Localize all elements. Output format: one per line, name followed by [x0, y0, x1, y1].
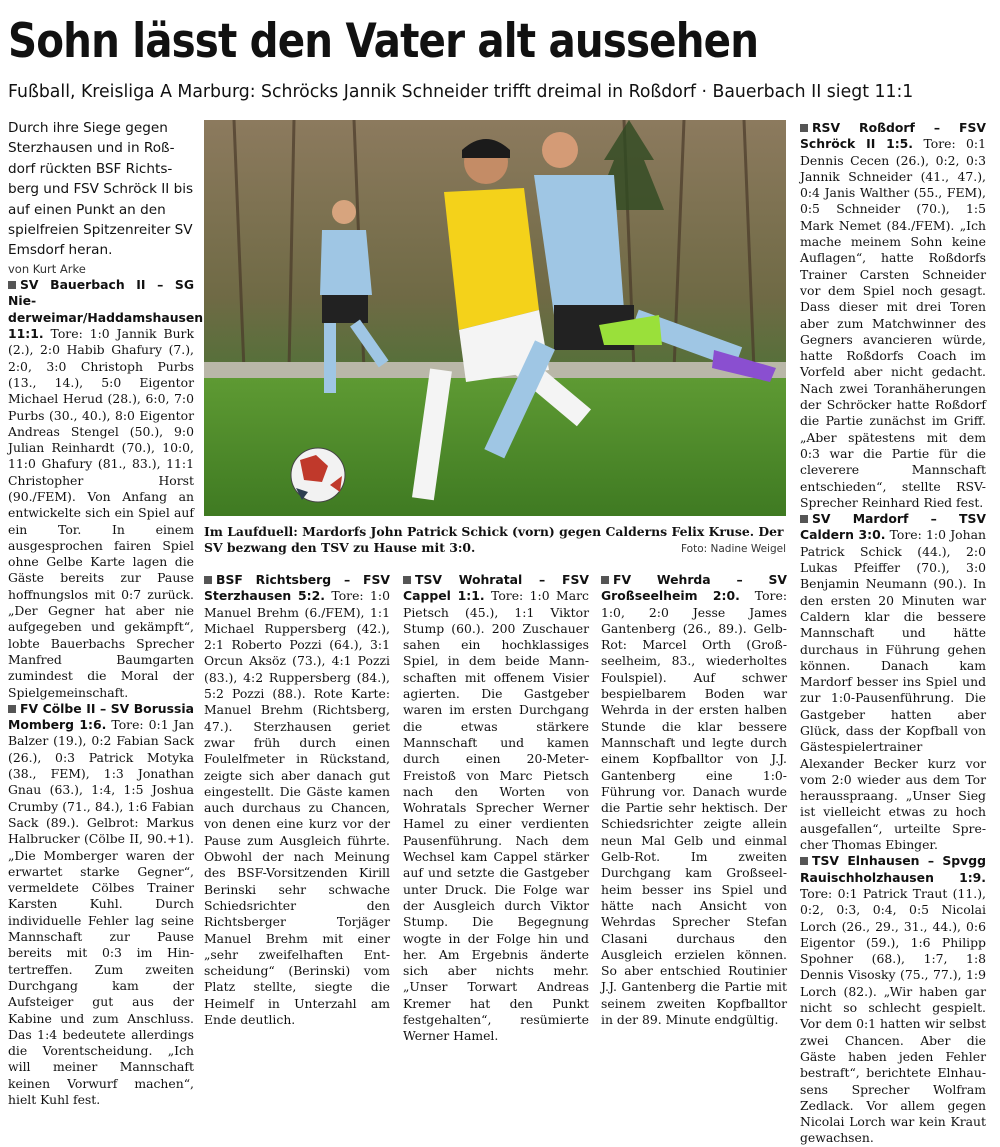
report-text: Tore: 1:0 Jannik Burk (2.), 2:0 Habib Ghafury (7.), 2:0, 3:0 Christoph Purbs (13., 14.), 5:0 Eigentor Michael Herud (28.), 6:0, 7:0 Purbs (30., 40.), 8:0 Eigentor Andreas Stengel (50.), 9:0 Julian Reinhardt (70.), 10:0, 11:0 Ghafury (81., 83.), 11:1 Christopher Horst (90./FEM). Von Anfang an entwickelte sich ein Spiel auf ein Tor. In einem ausgesprochen fairen Spiel ohne Gelbe Karte lagen die Gäste bereits zur Pause hoffnungslos mit 0:7 zurück. „Der Gegner hat aber nie aufgegeben und gekämpft“, lobte Bauerbachs Sprecher Manfred Baumgarten zumindest die Moral der Spielgemeinschaft.	[8, 326, 194, 700]
report-text: Tore: 0:1 Jan Balzer (19.), 0:2 Fabian Sack (26.), 0:3 Patrick Motyka (38., FEM), 1:3 Jonathan Gnau (63.), 1:4, 1:5 Joshua Crumby (71., 84.), 1:6 Fabian Sack (89.). Gelbrot: Markus Halbrucker (Cölbe II, 90.+1). „Die Momberger waren der erwartet starke Gegner“, vermeldete Cölbes Trainer Karsten Kuhl. Durch individuelle Fehler lag seine Mannschaft zur Pause bereits mit 0:3 im Hintertreffen. Zum zweiten Durchgang kam der Aufsteiger gut aus der Kabine und zum Anschluss. Das 1:4 bedeutete allerdings die Vorentscheidung. „Ich will meiner Mannschaft keinen Vorwurf machen“, hielt Kuhl fest.	[8, 717, 194, 1107]
match-photo	[204, 120, 786, 516]
report-bauerbach	[8, 277, 204, 701]
report-wohratal	[403, 572, 589, 1045]
bullet-square-icon	[800, 515, 808, 523]
report-richtsberg	[204, 572, 390, 1028]
report-rossdorf	[800, 120, 986, 511]
report-heading: FV Wehrda – SV Großseelheim 2:0.	[601, 572, 787, 604]
report-text: Tore: 1:0 Johan Patrick Schick (44.), 2:0 Lukas Pfeiffer (70.), 3:0 Benjamin Neumann (90.). In den ersten 20 Minuten war Caldern klar die bessere Mannschaft und hätte durchaus in Führung gehen können. Danach kam Mardorf besser ins Spiel und zur 1:0-Pausenführung. Die Gastgeber hatten aber Glück, dass der Kopfball von Gästespielertrainer Alexander Becker kurz vor vom 2:0 wieder aus dem Tor herausspraang. „Unser Sieg ist vielleicht etwas zu hoch ausgefallen“, urteilte Sprecher Thomas Ebinger.	[800, 527, 986, 853]
report-coelbe	[8, 701, 194, 1108]
column-2	[204, 572, 390, 1028]
report-text: Tore: 1:0, 2:0 Jesse James Gantenberg (26., 89.). Gelb-Rot: Marcel Orth (Großseelheim, 83., wiederholtes Foulspiel). Auf schwer bespielbarem Boden war Wehrda in der ersten halben Stunde die klar bessere Mannschaft und legte durch einem Kopfballtor von J.J. Gantenberg eine 1:0-Führung vor. Danach wurde die Partie sehr hektisch. Der Schiedsrichter zeigte allein neun Mal Gelb und einmal Gelb-Rot. Im zweiten Durchgang kam Großseelheim besser ins Spiel und hätte nach Ansicht von Wehrdas Sprecher Stefan Clasani durchaus den Ausgleich erzielen können. So aber entschied Routinier J.J. Gantenberg die Partie mit seinem zweiten Kopfballtor in der 89. Minute endgültig.	[601, 588, 787, 1028]
column-3	[403, 572, 589, 1044]
photo-illustration	[204, 120, 786, 516]
author-line: von Kurt Arke	[8, 261, 86, 276]
report-heading: BSF Richtsberg – FSV Sterzhausen 5:2.	[204, 572, 390, 604]
lead-text: Durch ihre Siege gegen Sterzhausen und in Roßdorf rückten BSF Richtsberg und FSV Schröck II bis auf einen Punkt an den spielfreien Spitzenreiter SV Emsdorf heran.	[8, 120, 194, 259]
bullet-square-icon	[800, 124, 808, 132]
report-heading: RSV Roßdorf – FSV Schröck II 1:5.	[800, 120, 986, 152]
report-wehrda	[601, 572, 787, 1028]
report-mardorf	[800, 511, 986, 853]
report-text: Tore: 0:1 Patrick Traut (11.), 0:2, 0:3, 0:4, 0:5 Nicolai Lorch (26., 29., 31., 44.), 0:6 Eigentor (59.), 1:6 Philipp Spohner (68.), 1:7, 1:8 Dennis Visosky (75., 77.), 1:9 Lorch (82.). „Wir haben gar nicht so schlecht gespielt. Vor dem 0:1 hatten wir selbst zwei Chancen. Aber die Gäste haben jeden Fehler bestraft“, berichtete Elnhausens Sprecher Wolfram Zedlack. Vor allem gegen Nicolai Lorch war kein Kraut gewachsen.	[800, 885, 986, 1146]
bullet-square-icon	[8, 281, 16, 289]
subline: Fußball, Kreisliga A Marburg: Schröcks Jannik Schneider trifft dreimal in Roßdorf · Bauerbach II siegt 11:1	[8, 81, 914, 102]
report-heading: TSV Wohratal – FSV Cappel 1:1.	[403, 572, 589, 604]
report-text: Tore: 0:1 Dennis Cecen (26.), 0:2, 0:3 Jannik Schneider (41., 47.), 0:4 Janis Walther (55., FEM), 0:5 Schneider (70.), 1:5 Mark Nemet (84./FEM). „Ich mache meinem Sohn keine Auflagen“, hatte Roßdorfs Trainer Carsten Schneider vor dem Spiel noch gesagt. Dass dieser mit drei Toren aber zum Matchwinner des Gegners avancieren würde, hatte Roßdorfs Coach im Vorfeld aber nicht gedacht. Nach zwei Toranhäherungen der Schröcker hatte Roßdorf die Partie zunächst im Griff. „Aber spätestens mit dem 0:3 war die Partie für die cleverere Mannschaft entschieden“, stellte RSV-Sprecher Reinhard Ried fest.	[800, 136, 986, 510]
bullet-square-icon	[601, 576, 609, 584]
bullet-square-icon	[800, 857, 808, 865]
report-heading: FV Cölbe II – SV Borussia Momberg 1:6.	[8, 700, 194, 733]
column-4	[601, 572, 787, 1028]
bullet-square-icon	[8, 705, 16, 713]
report-heading: SV Mardorf – TSV Caldern 3:0.	[800, 511, 986, 543]
photo-caption: Im Laufduell: Mardorfs John Patrick Schick (vorn) gegen Calderns Felix Kruse. Der SV bezwang den TSV zu Hause mit 3:0.	[204, 524, 784, 555]
column-1	[8, 118, 204, 1107]
photo-credit: Foto: Nadine Weigel	[680, 543, 786, 555]
soccer-ball-icon	[291, 448, 345, 502]
headline: Sohn lässt den Vater alt aussehen	[8, 14, 759, 69]
report-heading: TSV Elnhausen – Spvgg Rauischholzhausen 1:9.	[800, 853, 986, 885]
bullet-square-icon	[204, 576, 212, 584]
column-5	[800, 120, 986, 1146]
report-text: Tore: 1:0 Marc Pietsch (45.), 1:1 Viktor Stump (60.). 200 Zuschauer sahen ein hochklassiges Spiel, in dem beide Mannschaften mit offenem Visier agierten. Die Gastgeber waren im ersten Durchgang die etwas stärkere Mannschaft und kamen durch einen 20-Meter-Freistoß von Marc Pietsch nach den Worten von Wohratals Sprecher Werner Hamel zu einer verdienten Pausenführung. Nach dem Wechsel kam Cappel stärker auf und setzte die Gastgeber unter Druck. Die Folge war der Ausgleich durch Viktor Stump. Die Begegnung wogte in der Folge hin und her. Am Ergebnis änderte sich aber nichts mehr. „Unser Torwart Andreas Kremer hat den Punkt festgehalten“, resümierte Werner Hamel.	[403, 588, 589, 1044]
report-heading: SV Bauerbach II – SG Niederweimar/Haddamshausen 11:1.	[8, 277, 204, 342]
report-elnhausen	[800, 853, 986, 1146]
report-text: Tore: 1:0 Manuel Brehm (6./FEM), 1:1 Michael Ruppersberg (42.), 2:1 Roberto Pozzi (64.), 3:1 Orcun Aksöz (73.), 4:1 Pozzi (83.), 4:2 Ruppersberg (84.), 5:2 Pozzi (88.). Rote Karte: Manuel Brehm (Richtsberg, 47.). Sterzhausen geriet zwar früh durch einen Foulelfmeter in Rückstand, zeigte sich aber danach gut eingestellt. Die Gäste kamen auch durchaus zu Chancen, von denen eine kurz vor der Pause zum Ausgleich führte. Obwohl der nach Meinung des BSF-Vorsitzenden Kirill Berinski sehr schwache Schiedsrichter den Richtsberger Torjäger Manuel Brehm mit einer „sehr zweifelhaften Entscheidung“ (Berinski) vom Platz stellte, siegte die Heimelf in Unterzahl am Ende deutlich.	[204, 588, 390, 1028]
bullet-square-icon	[403, 576, 411, 584]
